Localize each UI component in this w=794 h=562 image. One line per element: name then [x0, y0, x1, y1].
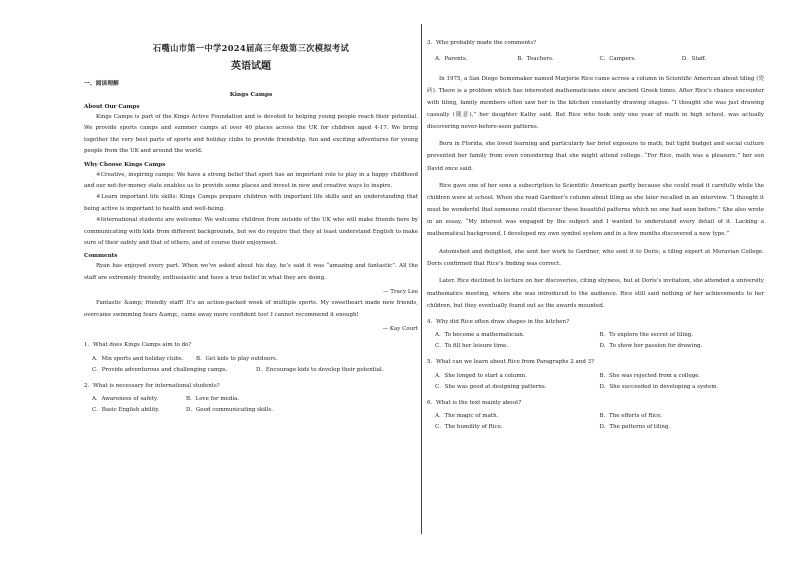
- about-paragraph: Kings Camps is part of the Kings Active Foundation and is devoted to helping young people reach their potential. We provide sports camps and summer camps at over 40 places across the UK for children aged 4-17. We bring together the very best parts of sports and holiday clubs to provide friendship, fun and exciting adventures for young people from the UK and around the world.: [84, 114, 418, 155]
- q5-option-d: D．She succeeded in developing a system.: [599, 383, 719, 390]
- q5-option-a: A．She longed to start a column.: [435, 372, 527, 379]
- passage-b-paragraph-1: In 1975, a San Diego homemaker named Marjorie Rice came across a column in Scientific American about tiling (瓷砖). There is a problem which has interested mathematicians since ancient Greek times. After Rice’s chance encounter with tiling, family members often saw her in the kitchen constantly drawing shapes. “I thought she was just drawing casually (随意),” her daughter Kathy said. But Rice who took only one year of math in high school, was actually discovering never-before-seen patterns.: [427, 75, 764, 130]
- left-column: [84, 34, 418, 416]
- question-4: 4．Why did Rice often draw shapes in the kitchen?: [427, 318, 570, 325]
- comment-tracy: Ryan has enjoyed every part. When we’ve asked about his day, he’s said it was “amazing and fantastic”. All the staff are extremely friendly, enthusiastic and have a true belief in what they are doing.: [84, 263, 418, 281]
- question-3: 3．Who probably made the comments?: [427, 40, 537, 46]
- q5-option-b: B．She was rejected from a college.: [599, 372, 701, 379]
- q2-option-d: D．Good communicating skills.: [186, 407, 274, 414]
- passage-a-title: Kings Camps: [229, 92, 273, 98]
- question-3-options: [427, 54, 764, 65]
- about-heading: About Our Camps: [84, 104, 140, 110]
- q3-option-d: D．Staff.: [681, 55, 707, 62]
- q6-option-a: A．The magic of math.: [435, 413, 499, 420]
- question-6: 6．What is the text mainly about?: [427, 399, 522, 406]
- question-1: 1．What does Kings Camps aim to do?: [84, 342, 192, 349]
- q4-option-b: B．To explore the secret of tiling.: [599, 332, 694, 339]
- passage-b: [427, 73, 764, 312]
- q3-option-c: C．Campers.: [599, 55, 636, 62]
- section-heading: 一、阅读理解: [84, 81, 119, 87]
- q6-option-c: C．The humility of Rice.: [435, 424, 503, 431]
- q1-option-d: D．Encourage kids to develop their potential.: [256, 366, 384, 373]
- comment-author-tracy: — Tracy Lee: [383, 289, 418, 296]
- q1-option-b: B．Get kids to play outdoors.: [196, 355, 278, 362]
- q3-option-b: B．Teachers.: [517, 55, 554, 62]
- question-2-options: [84, 394, 418, 416]
- why-item-skills: ※Learn important life skills: Kings Camps prepare children with important life skills and an understanding that being active is important to health and well-being.: [84, 194, 418, 212]
- subject-title: 英语试题: [231, 61, 271, 72]
- q1-option-a: A．Mix sports and holiday clubs.: [92, 355, 184, 362]
- q6-option-d: D．The patterns of tiling.: [599, 424, 671, 431]
- why-heading: Why Choose Kings Camps: [84, 161, 166, 168]
- q3-option-a: A．Parents.: [435, 55, 468, 62]
- why-item-creative: ※Creative, inspiring camps: We have a strong belief that sport has an important role to play in a happy childhood and our not-for-money state enables us to provide some places and invest in new and creative ways to inspire.: [84, 171, 418, 190]
- right-column: [427, 38, 764, 433]
- q4-option-c: C．To fill her leisure time.: [435, 343, 509, 350]
- question-4-options: [427, 330, 764, 352]
- column-divider: [421, 24, 422, 534]
- question-5-options: [427, 371, 764, 393]
- passage-b-paragraph-3: Rice gave one of her sons a subscription to Scientific American partly because she could read it carefully while the children were at school. When she read Gardner’s column about tiling as she later recalled in an interview. “I thought it must be wonderful that someone could discover these beautiful patterns which no one had seen before.” She also wrote in an essay, “My interest was engaged by the subject and I wanted to understand every detail of it. Lacking a mathematical background, I developed my own symbol system and in a few months discovered a new type.”: [427, 183, 764, 238]
- comment-author-kay: — Kay Court: [382, 326, 418, 333]
- q2-option-b: B．Love for media.: [186, 396, 240, 403]
- passage-b-paragraph-5: Later, Rice declined to lecture on her discoveries, citing shyness, but at Doris’s invitation, she attended a university mathematics meeting, where she was introduced to the audience. Rice still said nothing of her achievements to her children, but they eventually found out as the awards mounted.: [427, 278, 764, 309]
- question-6-options: [427, 411, 764, 433]
- comment-kay: Fantastic &amp; friendly staff! It’s an action-packed week of multiple sports. My sweetheart made new friends, overcame swimming fears &amp;, came away more confident too! I cannot recommend it enough!: [84, 300, 418, 318]
- why-item-international: ※International students are welcome: We welcome children from outside of the UK who will make friends here by communicating with kids from different backgrounds, but we do require that they at least understand English to make sure of their safety and that of others, and of course their enjoyment.: [84, 217, 418, 247]
- exam-title: 石嘴山市第一中学2024届高三年级第三次模拟考试: [152, 43, 350, 53]
- comments-heading: Comments: [84, 253, 118, 260]
- question-5: 5．What can we learn about Rice from Paragraphs 2 and 3?: [427, 359, 595, 366]
- passage-b-paragraph-2: Born in Florida, she loved learning and particularly her brief exposure to math, but tight budget and social culture prevented her family from even considering that she might attend college. “For Rice, math was a pleasure,” her son David once said.: [427, 141, 764, 172]
- q1-option-c: C．Provide adventurous and challenging camps.: [92, 366, 228, 373]
- q2-option-c: C．Basic English ability.: [92, 407, 160, 414]
- question-2: 2．What is necessary for international students?: [84, 382, 220, 389]
- q4-option-a: A．To become a mathematician.: [435, 332, 525, 339]
- passage-b-paragraph-4: Astonished and delighted, she sent her work to Gardner, who sent it to Doris, a tiling expert at Moravian College. Doris confirmed that Rice’s finding was correct.: [427, 248, 764, 267]
- q6-option-b: B．The efforts of Rice.: [599, 413, 663, 420]
- q2-option-a: A．Awareness of safety.: [92, 396, 159, 403]
- q5-option-c: C．She was good at designing patterns.: [435, 383, 547, 390]
- q4-option-d: D．To show her passion for drawing.: [599, 343, 703, 350]
- question-1-options: [84, 354, 418, 376]
